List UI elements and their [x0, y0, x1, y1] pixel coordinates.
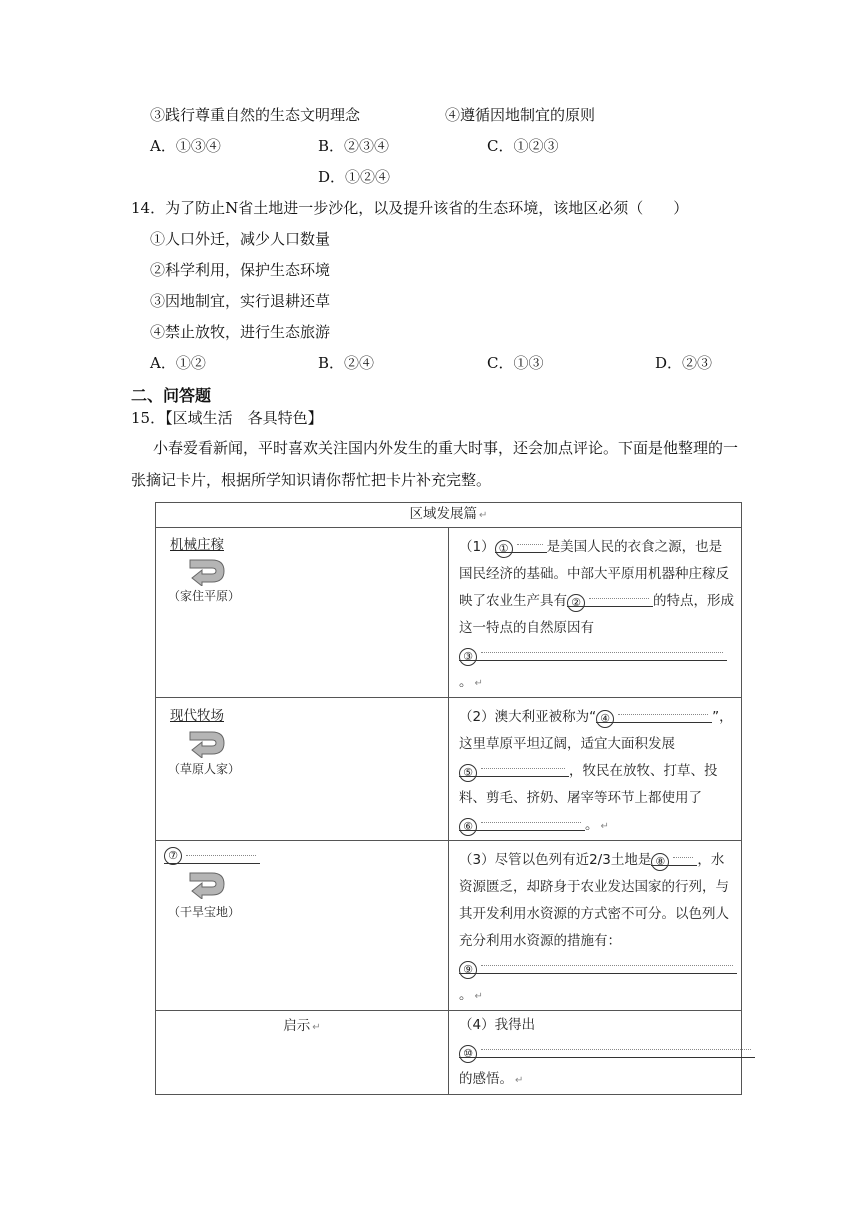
row1-label-cell	[156, 528, 449, 698]
q13-choice-b: B．②③④	[318, 137, 390, 155]
blank-7[interactable]: ⑦	[164, 847, 260, 864]
curved-arrow-icon	[186, 869, 228, 899]
row2-name: 现代牧场	[170, 708, 224, 724]
q14-choice-b: B．②④	[318, 354, 375, 372]
q13-choice-c: C．①②③	[487, 137, 559, 155]
q13-choice-d: D．①②④	[318, 168, 391, 186]
row4-label: 启示	[283, 1018, 311, 1034]
row2-content: （2）澳大利亚被称为“ ④ ”，这里草原平坦辽阔，适宜大面积发展⑤ ，牧民在放牧、打草、投料、剪毛、挤奶、屠宰等环节上都使用了⑥ 。 ↵	[449, 698, 742, 841]
q15-intro: 小春爱看新闻，平时喜欢关注国内外发生的重大时事，还会加点评论。下面是他整理的一张摘记卡片，根据所学知识请你帮忙把卡片补充完整。	[131, 439, 739, 489]
row3-label-cell	[156, 841, 449, 1011]
note-card	[155, 502, 742, 1095]
q14-stem: 14．为了防止N省土地进一步沙化，以及提升该省的生态环境，该地区必须（ ）	[131, 199, 689, 217]
row1-name: 机械庄稼	[170, 537, 224, 553]
q14-option-1: ①人口外迁，减少人口数量	[150, 230, 331, 248]
q14-choice-d: D．②③	[655, 354, 713, 372]
q13-option-3: ③践行尊重自然的生态文明理念	[150, 106, 361, 124]
card-title: 区域发展篇 ↵	[156, 503, 742, 528]
q15-head: 15．【区域生活 各具特色】	[131, 409, 323, 427]
q14-choice-c: C．①③	[487, 354, 544, 372]
q14-option-4: ④禁止放牧，进行生态旅游	[150, 323, 331, 341]
blank-8[interactable]: ⑧	[651, 849, 697, 866]
q14-choice-a: A．①②	[150, 354, 206, 372]
q13-option-4: ④遵循因地制宜的原则	[445, 106, 596, 124]
blank-6[interactable]: ⑥	[459, 814, 585, 831]
row3-content: （3）尽管以色列有近2/3土地是 ⑧ ，水资源匮乏，却跻身于农业发达国家的行列，与其开发利用水资源的方式密不可分。以色列人充分利用水资源的措施有：⑨。 ↵	[449, 841, 742, 1011]
q14-option-3: ③因地制宜，实行退耕还草	[150, 292, 331, 310]
blank-9[interactable]: ⑨	[459, 957, 737, 974]
blank-4[interactable]: ④	[596, 706, 712, 723]
row1-content: （1） ① 是美国人民的衣食之源，也是国民经济的基础。中部大平原用机器种庄稼反映了农业生产具有 ② 的特点，形成这一特点的自然原因有③。 ↵	[449, 528, 742, 698]
curved-arrow-icon	[186, 728, 228, 758]
blank-2[interactable]: ②	[567, 590, 653, 607]
row2-label-cell	[156, 698, 449, 841]
curved-arrow-icon	[186, 556, 228, 586]
blank-10[interactable]: ⑩	[459, 1041, 755, 1058]
section-title: 二、问答题	[131, 386, 212, 405]
row4-label-cell: 启示 ↵	[156, 1011, 449, 1095]
q13-choice-a: A．①③④	[150, 137, 221, 155]
row4-content: （4）我得出⑩的感悟。 ↵	[449, 1011, 742, 1095]
blank-3[interactable]: ③	[459, 644, 727, 661]
q14-option-2: ②科学利用，保护生态环境	[150, 261, 331, 279]
row3-subtitle: （干旱宝地）	[168, 905, 241, 919]
row2-subtitle: （草原人家）	[168, 762, 241, 776]
row1-subtitle: （家住平原）	[168, 589, 241, 603]
blank-1[interactable]: ①	[495, 536, 547, 553]
blank-5[interactable]: ⑤	[459, 760, 569, 777]
